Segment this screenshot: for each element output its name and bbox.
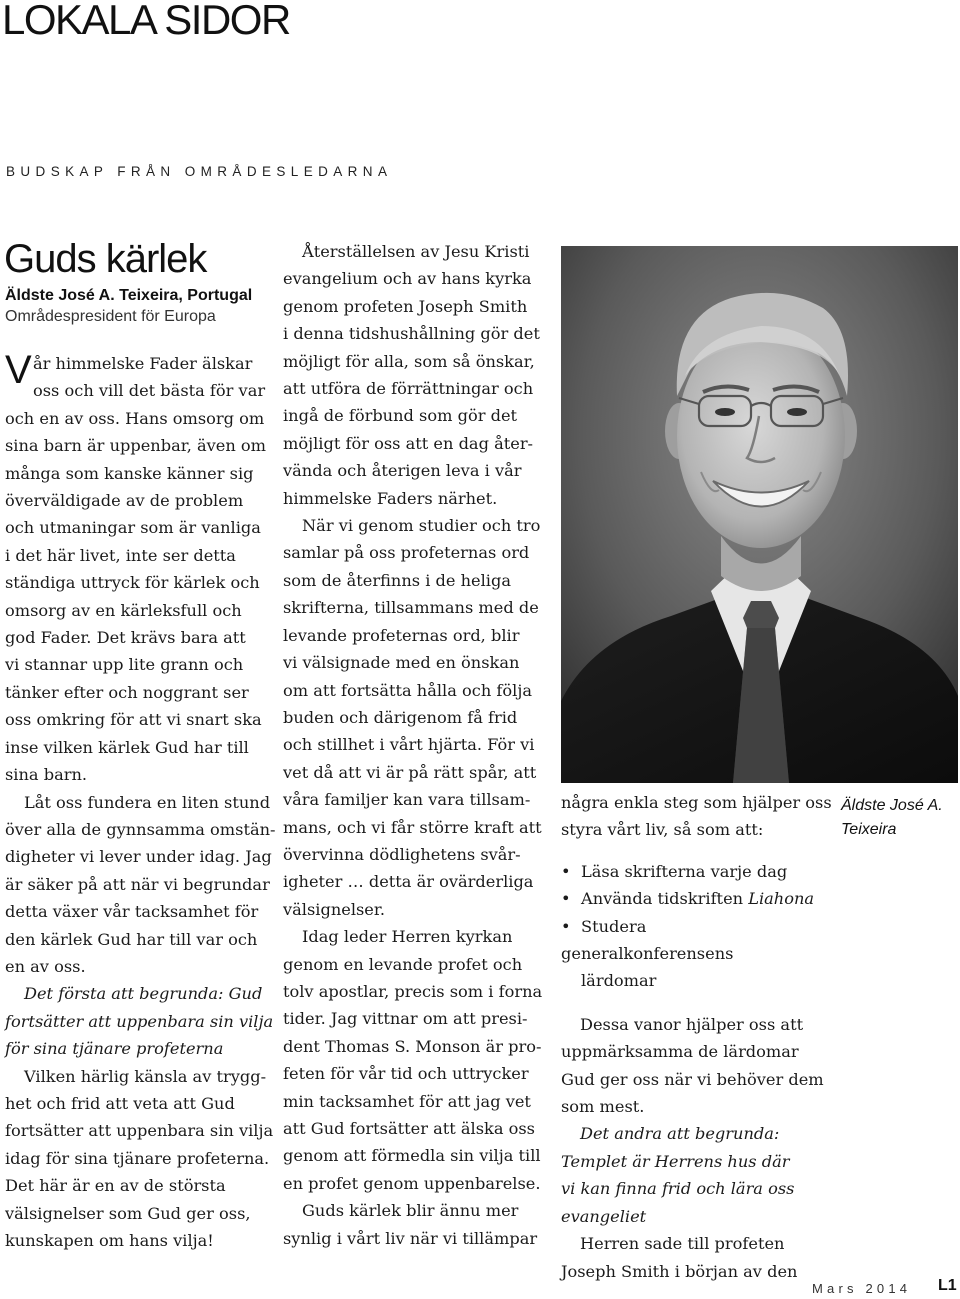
text-line: Joseph Smith i början av den <box>561 1261 798 1281</box>
text-line: ingå de förbund som gör det <box>283 406 518 426</box>
subheading-line: för sina tjänare profeterna <box>5 1039 224 1059</box>
author-portrait-photo <box>561 246 958 783</box>
text-line: het och frid att veta att Gud <box>5 1093 235 1113</box>
text-line: sina barn. <box>5 765 88 785</box>
text-line: och utmaningar som är vanliga <box>5 518 261 538</box>
text-line: vända och återigen leva i vår <box>283 461 522 481</box>
text-line: många som kanske känner sig <box>5 463 254 483</box>
text-line: feten för vår tid och uttrycker <box>283 1064 529 1084</box>
text-line: Idag leder Herren kyrkan <box>302 927 513 947</box>
text-line: Vilken härlig känsla av trygg- <box>24 1066 267 1086</box>
subheading-line: vi kan finna frid och lära oss <box>561 1179 795 1199</box>
drop-cap: V <box>5 348 32 392</box>
photo-caption-line: Teixeira <box>841 821 897 838</box>
section-kicker: BUDSKAP FRÅN OMRÅDESLEDARNA <box>6 164 393 179</box>
text-line: genom att förmedla sin vilja till <box>283 1146 541 1166</box>
text-line: och stillhet i vårt hjärta. För vi <box>283 735 535 755</box>
bullet-icon: • <box>561 889 571 909</box>
text-line: om att fortsätta hålla och följa <box>283 680 532 700</box>
text-line: digheter vi lever under idag. Jag <box>5 847 272 867</box>
subheading-line: Templet är Herrens hus där <box>561 1151 790 1171</box>
text-line: När vi genom studier och tro <box>302 516 541 536</box>
section-title: LOKALA SIDOR <box>2 0 290 43</box>
list-item-continuation: lärdomar <box>581 971 657 991</box>
text-line: tider. Jag vittnar om att presi- <box>283 1009 528 1029</box>
text-line: ständiga uttryck för kärlek och <box>5 573 260 593</box>
text-line: att utföra de förrättningar och <box>283 379 534 399</box>
footer-date: Mars 2014 <box>812 1281 912 1296</box>
text-line: välsignelser. <box>283 899 385 919</box>
text-line: den kärlek Gud har till var och <box>5 929 258 949</box>
text-line: genom en levande profet och <box>283 954 523 974</box>
page-number: L1 <box>938 1277 957 1294</box>
text-line: skrifterna, tillsammans med de <box>283 598 539 618</box>
text-line: Dessa vanor hjälper oss att <box>580 1014 804 1034</box>
text-line: evangelium och av hans kyrka <box>283 269 532 289</box>
text-line: oss och vill det bästa för var <box>33 381 266 401</box>
text-line: samlar på oss profeternas ord <box>283 543 530 563</box>
text-line: igheter … detta är ovärderliga <box>283 872 534 892</box>
text-line: vi välsignade med en önskan <box>283 653 520 673</box>
photo-caption-line: Äldste José A. <box>841 797 943 814</box>
text-line: synlig i vårt liv när vi tillämpar <box>283 1228 538 1248</box>
text-line: himmelske Faders närhet. <box>283 488 498 508</box>
text-line: är säker på att när vi begrundar <box>5 874 270 894</box>
list-item-text: Använda tidskriften <box>581 889 749 909</box>
text-line: fortsätter att uppenbara sin vilja <box>5 1121 274 1141</box>
text-line: vet då att vi är på rätt spår, att <box>283 762 537 782</box>
text-line: över alla de gynnsamma omstän- <box>5 819 276 839</box>
subheading-line: Det första att begrunda: Gud <box>24 984 263 1004</box>
article-column-3 <box>561 789 832 1285</box>
text-line: Låt oss fundera en liten stund <box>24 792 271 812</box>
author-role: Områdespresident för Europa <box>5 308 216 325</box>
text-line: i det här livet, inte ser detta <box>5 545 236 565</box>
bullet-icon: • <box>561 861 571 881</box>
text-line: övervinna dödlighetens svår- <box>283 844 521 864</box>
text-line: våra familjer kan vara tillsam- <box>283 790 531 810</box>
text-line: omsorg av en kärleksfull och <box>5 600 242 620</box>
text-line: en profet genom uppenbarelse. <box>283 1173 541 1193</box>
text-line: att Gud fortsätter att älska oss <box>283 1119 535 1138</box>
bullet-icon: • <box>561 916 571 936</box>
subheading-line: evangeliet <box>561 1206 647 1226</box>
text-line: Det här är en av de största <box>5 1176 226 1196</box>
text-line: genom profeten Joseph Smith <box>283 296 528 316</box>
text-line: god Fader. Det krävs bara att <box>5 628 246 648</box>
text-line: möjligt för alla, som så önskar, <box>283 351 535 371</box>
text-line: och en av oss. Hans omsorg om <box>5 408 265 428</box>
text-line: välsignelser som Gud ger oss, <box>5 1203 251 1223</box>
text-line: vi stannar upp lite grann och <box>5 655 244 675</box>
text-line: tolv apostlar, precis som i forna <box>283 981 543 1001</box>
text-line: dent Thomas S. Monson är pro- <box>283 1036 542 1056</box>
article-column-2 <box>283 238 548 1252</box>
list-item-text: Läsa skrifterna varje dag <box>581 861 788 881</box>
text-line: i denna tidshushållning gör det <box>283 324 540 344</box>
list-item-text: Studera generalkonferensens <box>561 916 734 964</box>
text-line: Guds kärlek blir ännu mer <box>302 1201 519 1221</box>
subheading-line: Det andra att begrunda: <box>580 1124 780 1144</box>
text-line: mans, och vi får större kraft att <box>283 817 542 837</box>
text-line: några enkla steg som hjälper oss <box>561 793 832 812</box>
list-item <box>561 858 823 885</box>
text-line: styra vårt liv, så som att: <box>561 820 764 840</box>
text-line: möjligt för oss att en dag åter- <box>283 433 534 453</box>
text-line: tänker efter och noggrant ser <box>5 682 249 702</box>
list-item <box>561 913 823 995</box>
text-line: detta växer vår tacksamhet för <box>5 902 259 922</box>
text-line: kunskapen om hans vilja! <box>5 1231 214 1250</box>
text-line: som de återfinns i de heliga <box>283 570 511 590</box>
text-line: buden och därigenom få frid <box>283 707 518 727</box>
text-line: uppmärksamma de lärdomar <box>561 1042 799 1062</box>
text-line: Gud ger oss när vi behöver dem <box>561 1069 824 1089</box>
text-line: oss omkring för att vi snart ska <box>5 710 262 730</box>
text-line: Återställelsen av Jesu Kristi <box>302 242 530 261</box>
list-item <box>561 885 823 912</box>
habits-list <box>561 858 823 995</box>
text-line: min tacksamhet för att jag vet <box>283 1091 531 1111</box>
text-line: år himmelske Fader älskar <box>33 354 253 373</box>
subheading-line: fortsätter att uppenbara sin vilja <box>5 1011 274 1031</box>
text-line: levande profeternas ord, blir <box>283 625 520 645</box>
text-line: idag för sina tjänare profeterna. <box>5 1148 270 1168</box>
article-column-1 <box>5 350 276 1254</box>
list-item-emphasis: Liahona <box>748 889 815 909</box>
author-name: Äldste José A. Teixeira, Portugal <box>5 287 253 304</box>
text-line: inse vilken kärlek Gud har till <box>5 737 249 757</box>
text-line: överväldigade av de problem <box>5 491 244 511</box>
text-line: en av oss. <box>5 956 86 976</box>
article-title: Guds kärlek <box>4 237 207 281</box>
text-line: sina barn är uppenbar, även om <box>5 436 267 456</box>
text-line: som mest. <box>561 1097 645 1117</box>
photo-caption <box>841 794 943 842</box>
text-line: Herren sade till profeten <box>580 1234 785 1254</box>
